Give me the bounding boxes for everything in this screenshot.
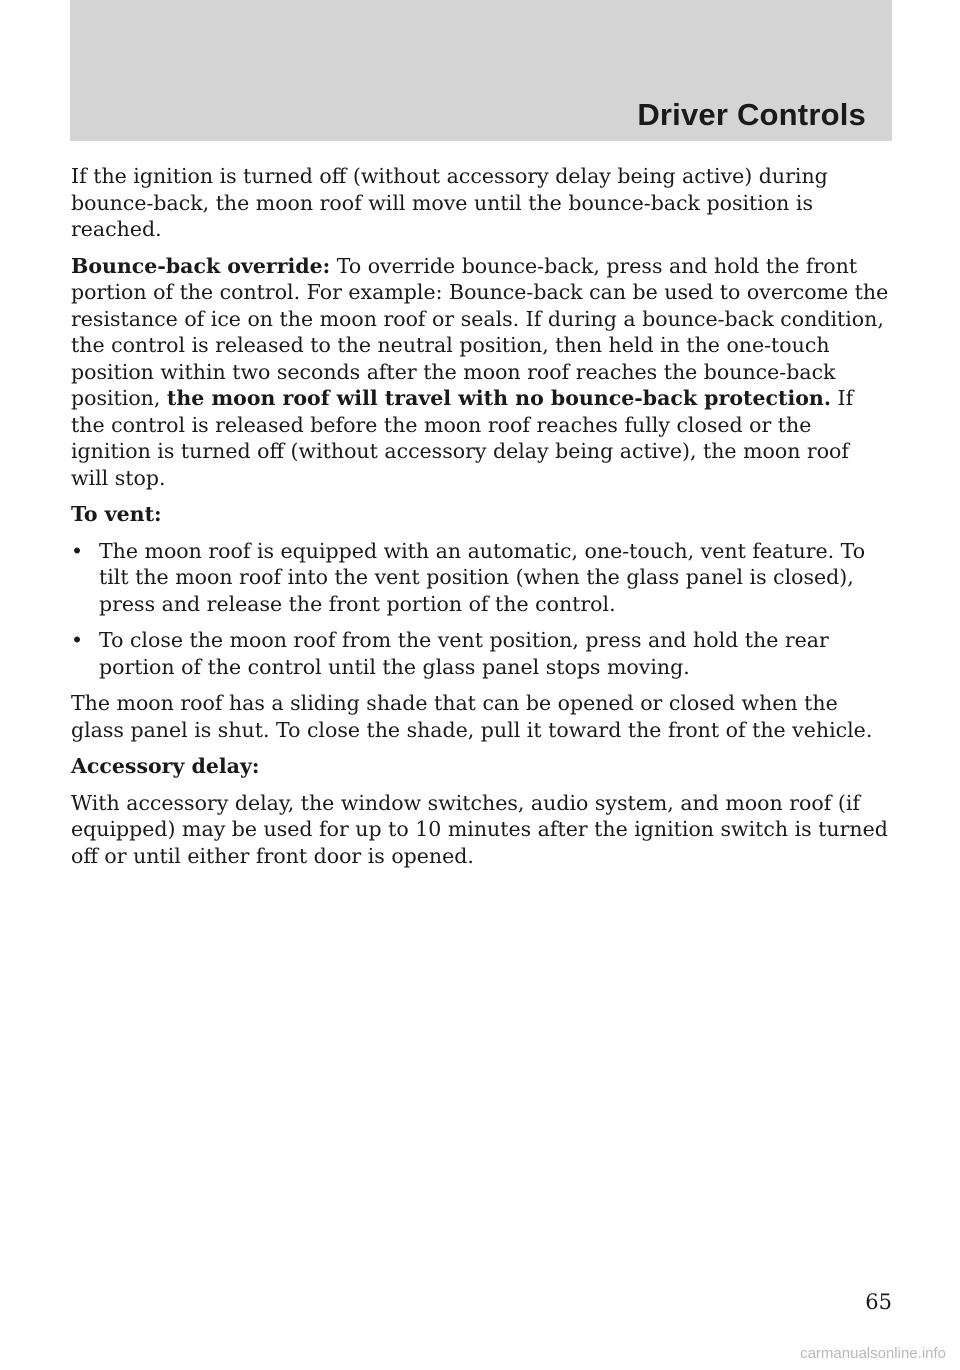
paragraph-sliding-shade: The moon roof has a sliding shade that can be opened or closed when the glass panel is shut. To close the shade, pull it toward the front of the vehicle. <box>71 691 873 742</box>
paragraph-bounce-back-ignition: If the ignition is turned off (without accessory delay being active) during bounce-back, the moon roof will move until the bounce-back position is reached. <box>71 164 828 241</box>
bullet-icon: • <box>71 628 84 652</box>
bounce-back-override-warning: the moon roof will travel with no bounce-back protection. <box>166 386 831 410</box>
bounce-back-override-text-1: To override bounce-back, press and hold the front portion of the control. For example: Bounce-back can be used to overcome the resistance of ice on the moon roof or seals. If during a bounce-back condition, the control is released to the neutral position, then held in the one-touch position within two seconds after the moon roof reaches the bounce-back position, <box>71 253 889 410</box>
header-band <box>70 0 892 141</box>
bounce-back-override-text-2: If the control is released before the moon roof reaches fully closed or the ignition is turned off (without accessory delay being active), the moon roof will stop. <box>71 386 854 490</box>
section-title: Driver Controls <box>637 97 866 132</box>
page-number: 65 <box>865 1290 892 1314</box>
vent-heading: To vent: <box>71 502 162 526</box>
vent-bullet-list <box>71 538 891 681</box>
list-item: • The moon roof is equipped with an automatic, one-touch, vent feature. To tilt the moon roof into the vent position (when the glass panel is closed), press and release the front portion of the control. <box>71 538 866 616</box>
paragraph-accessory-delay: With accessory delay, the window switches, audio system, and moon roof (if equipped) may be used for up to 10 minutes after the ignition switch is turned off or until either front door is opened. <box>71 790 888 868</box>
watermark: carmanualsonline.info <box>800 1345 946 1362</box>
paragraph-bounce-back-override <box>71 253 891 492</box>
page-content <box>71 163 891 879</box>
accessory-delay-heading: Accessory delay: <box>71 754 260 778</box>
bullet-icon: • <box>71 538 84 563</box>
list-item: • To close the moon roof from the vent position, press and hold the rear portion of the control until the glass panel stops moving. <box>71 628 829 679</box>
bounce-back-override-label: Bounce-back override: <box>71 253 331 278</box>
